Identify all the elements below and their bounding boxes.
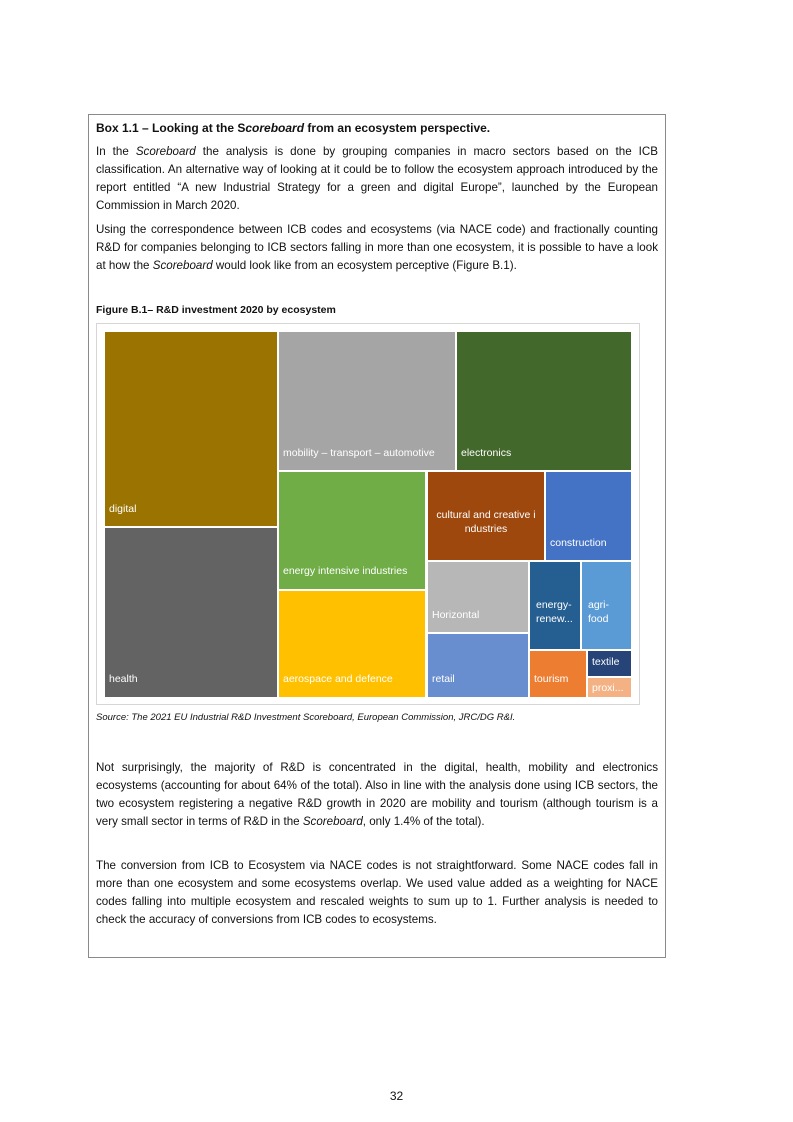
treemap-tile [530,651,586,697]
treemap-rect [428,562,528,632]
treemap-label: tourism [534,673,569,685]
treemap-rect [105,528,277,697]
treemap-tile [105,332,277,526]
treemap-chart [97,324,639,704]
treemap-label: mobility – transport – automotive [283,447,435,459]
paragraph-2: Using the correspondence between ICB codes and ecosystems (via NACE code) and fractionally counting R&D for companies belonging to ICB sectors falling in more than one ecosystem, it is possible to have a look at how the Scoreboard would look like from an ecosystem perceptive (Figure B.1). [96,223,658,272]
treemap-label: energy-renew... [536,599,573,625]
treemap-tile [546,472,631,560]
treemap-tile [582,562,631,649]
treemap-label: agri-food [588,599,610,625]
paragraph-4: The conversion from ICB to Ecosystem via NACE codes is not straightforward. Some NACE codes fall in more than one ecosystem and some ecosystems overlap. We used value added as a weighting for NACE codes falling into multiple ecosystem and rescaled weights to sum up to 1. Further analysis is needed to check the accuracy of conversions from ICB codes to ecosystems. [96,859,658,926]
treemap-tile [588,678,631,697]
treemap-label: textile [592,656,620,668]
treemap-label: Horizontal [432,609,480,621]
treemap-frame [96,323,640,705]
treemap-tile [105,528,277,697]
box-title: Box 1.1 – Looking at the Scoreboard from an ecosystem perspective. [96,121,491,135]
treemap-tile [428,634,528,697]
treemap-label: proxi... [592,682,624,694]
treemap-tile [530,562,580,649]
treemap-label: electronics [461,447,512,459]
treemap-label: cultural and creative i ndustries [436,509,536,535]
paragraph-1: In the Scoreboard the analysis is done by grouping companies in macro sectors based on the ICB classification. An alternative way of looking at it could be to follow the ecosystem approach introduced by the report entitled “A new Industrial Strategy for a green and digital Europe”, launched by the European Commission in March 2020. [96,145,659,212]
figure-title: Figure B.1– R&D investment 2020 by ecosystem [96,304,336,316]
treemap-tile [279,332,455,470]
treemap-tile [457,332,631,470]
treemap-tile [428,472,544,560]
treemap-tile [279,591,425,697]
treemap-tile [279,472,425,589]
treemap-label: aerospace and defence [283,673,393,685]
treemap-label: health [109,673,138,685]
treemap-tile [428,562,528,632]
treemap-rect [428,634,528,697]
page-number: 32 [389,1089,404,1103]
treemap-label: digital [109,503,137,515]
figure-source: Source: The 2021 EU Industrial R&D Investment Scoreboard, European Commission, JRC/DG R&I. [96,712,516,723]
treemap-label: retail [432,673,455,685]
paragraph-3: Not surprisingly, the majority of R&D is concentrated in the digital, health, mobility and electronics ecosystems (accounting for about 64% of the total). Also in line with the analysis done using ICB sectors, the two ecosystem registering a negative R&D growth in 2020 are mobility and tourism (although tourism is a very small sector in terms of R&D in the Scoreboard, only 1.4% of the total). [96,761,658,828]
treemap-tile [588,651,631,676]
treemap-label: energy intensive industries [283,565,408,577]
treemap-label: construction [550,537,607,549]
treemap-rect [105,332,277,526]
